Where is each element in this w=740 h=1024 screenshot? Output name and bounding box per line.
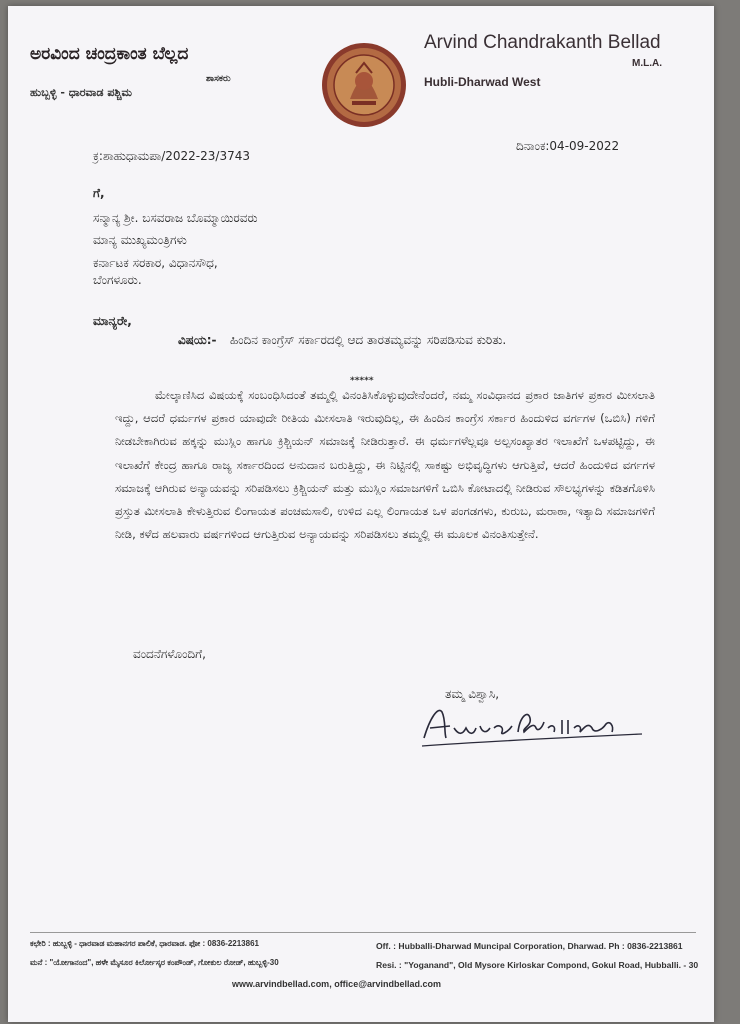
letterhead-name-english: Arvind Chandrakanth Bellad (424, 32, 661, 53)
addressee-line: ಕರ್ನಾಟಕ ಸರಕಾರ, ವಿಧಾನಸೌಧ, (93, 256, 218, 270)
signature (416, 698, 646, 758)
footer-office-kannada: ಕಛೇರಿ : ಹುಬ್ಬಳ್ಳಿ - ಧಾರವಾಡ ಮಹಾನಗರ ಪಾಲಿಕೆ, ಧಾರವಾಡ. ಫೋ : 0836-2213861 (30, 939, 259, 948)
letterhead-name-kannada: ಅರವಿಂದ ಚಂದ್ರಕಾಂತ ಬೆಲ್ಲದ (30, 44, 189, 64)
footer-divider (30, 932, 696, 933)
separator: ***** (350, 376, 374, 386)
letterhead-constituency-kannada: ಹುಬ್ಬಳ್ಳಿ - ಧಾರವಾಡ ಪಶ್ಚಿಮ (30, 86, 132, 99)
addressee-line: ಸನ್ಮಾನ್ಯ ಶ್ರೀ. ಬಸವರಾಜ ಬೊಮ್ಮಾಯಿರವರು (93, 211, 258, 225)
subject-label: ವಿಷಯ:- (178, 333, 217, 347)
government-seal-icon (320, 41, 408, 129)
footer-residence-english: Resi. : "Yoganand", Old Mysore Kirloskar Compond, Gokul Road, Hubballi. - 30 (376, 960, 699, 970)
letterhead-designation-kannada: ಶಾಸಕರು (206, 74, 231, 84)
subject-text: ಹಿಂದಿನ ಕಾಂಗ್ರೆಸ್ ಸರ್ಕಾರದಲ್ಲಿ ಆದ ತಾರತಮ್ಯವನ್ನು ಸರಿಪಡಿಸುವ ಕುರಿತು. (230, 333, 507, 347)
closing: ತಮ್ಮ ವಿಶ್ವಾಸಿ, (445, 687, 500, 701)
addressee-line: ಬೆಂಗಳೂರು. (93, 273, 142, 287)
reference-number: ಕ್ರ:ಶಾಹುಧಾಮಪಾ/2022-23/3743 (93, 149, 250, 163)
letter-body: ಮೇಲ್ಕಾಣಿಸಿದ ವಿಷಯಕ್ಕೆ ಸಂಬಂಧಿಸಿದಂತೆ ತಮ್ಮಲ್ಲಿ ವಿನಂತಿಸಿಕೊಳ್ಳುವುದೇನೆಂದರೆ, ನಮ್ಮ ಸಂವಿಧಾನದ ಪ್ರಕಾರ ಜಾತಿಗಳ ಪ್ರಕಾರ ಮೀಸಲಾತಿ ಇದ್ದು, ಆದರೆ ಧರ್ಮಗಳ ಪ್ರಕಾರ ಯಾವುದೇ ರೀತಿಯ ಮೀಸಲಾತಿ ಇರುವುದಿಲ್ಲ, ಈ ಹಿಂದಿನ ಕಾಂಗ್ರೆಸ ಸರ್ಕಾರ ಹಿಂದುಳಿದ ವರ್ಗಗಳ (ಒಬಿಸಿ) ಗಳಿಗೆ ನೀಡಬೇಕಾಗಿರುವ ಹಕ್ಕನ್ನು ಮುಸ್ಲಿಂ ಹಾಗೂ ಕ್ರಿಶ್ಚಿಯನ್ ಸಮಾಜಕ್ಕೆ ನೀಡಿರುತ್ತಾರೆ. ಈ ಧರ್ಮಗಳೆಲ್ಲವೂ ಅಲ್ಪಸಂಖ್ಯಾತರ ಇಲಾಖೆಗೆ ಒಳಪಟ್ಟಿದ್ದು, ಈ ಇಲಾಖೆಗೆ ಕೇಂದ್ರ ಹಾಗೂ ರಾಜ್ಯ ಸರ್ಕಾರದಿಂದ ಅನುದಾನ ಬರುತ್ತಿದ್ದು, ಈ ನಿಟ್ಟಿನಲ್ಲಿ ಸಾಕಷ್ಟು ಅಭಿವೃದ್ಧಿಗಳು ಆಗುತ್ತಿವೆ, ಆದರೆ ಹಿಂದುಳಿದ ವರ್ಗಗಳ ಸಮಾಜಕ್ಕೆ ಆಗಿರುವ ಅನ್ಯಾಯವನ್ನು ಸರಿಪಡಿಸಲು ಕ್ರಿಶ್ಚಿಯನ್ ಮತ್ತು ಮುಸ್ಲಿಂ ಸಮಾಜಗಳಿಗೆ ಒಬಿಸಿ ಕೋಟಾದಲ್ಲಿ ನೀಡಿರುವ ಸೌಲಭ್ಯಗಳನ್ನು ಕಡಿತಗೊಳಿಸಿ ಪ್ರಸ್ತುತ ಮೀಸಲಾತಿ ಕೇಳುತ್ತಿರುವ ಲಿಂಗಾಯತ ಪಂಚಮಸಾಲಿ, ಉಳಿದ ಎಲ್ಲ ಲಿಂಗಾಯತ ಒಳ ಪಂಗಡಗಳು, ಕುರುಬ, ಮರಾಠಾ, ಇತ್ಯಾದಿ ಸಮಾಜಗಳಿಗೆ ನೀಡಿ, ಕಳೆದ ಹಲವಾರು ವರ್ಷಗಳಿಂದ ಆಗುತ್ತಿರುವ ಅನ್ಯಾಯವನ್ನು ಸರಿಪಡಿಸಲು ತಮ್ಮಲ್ಲಿ ಈ ಮೂಲಕ ವಿನಂತಿಸುತ್ತೇನೆ. (115, 388, 655, 542)
footer-office-english: Off. : Hubballi-Dharwad Muncipal Corporation, Dharwad. Ph : 0836-2213861 (376, 941, 683, 951)
letterhead-constituency-english: Hubli-Dharwad West (424, 75, 541, 89)
letterhead-designation-english: M.L.A. (632, 58, 662, 69)
letter-page (8, 6, 714, 1022)
addressee-to: ಗೆ, (93, 186, 105, 200)
salutation: ಮಾನ್ಯರೇ, (93, 314, 132, 328)
letter-date: ದಿನಾಂಕ:04-09-2022 (516, 139, 620, 153)
footer-web[interactable]: www.arvindbellad.com, office@arvindbellad.com (232, 979, 441, 989)
addressee-line: ಮಾನ್ಯ ಮುಖ್ಯಮಂತ್ರಿಗಳು (93, 233, 187, 247)
footer-residence-kannada: ಮನೆ : "ಯೋಗಾನಂದ", ಹಳೇ ಮೈಸೂರ ಕಿರ್ಲೋಸ್ಕರ ಕಂಪೌಂಡ್, ಗೋಕುಲ ರೋಡ್, ಹುಬ್ಬಳ್ಳಿ-30 (30, 958, 279, 967)
greeting: ವಂದನೆಗಳೊಂದಿಗೆ, (133, 647, 206, 661)
